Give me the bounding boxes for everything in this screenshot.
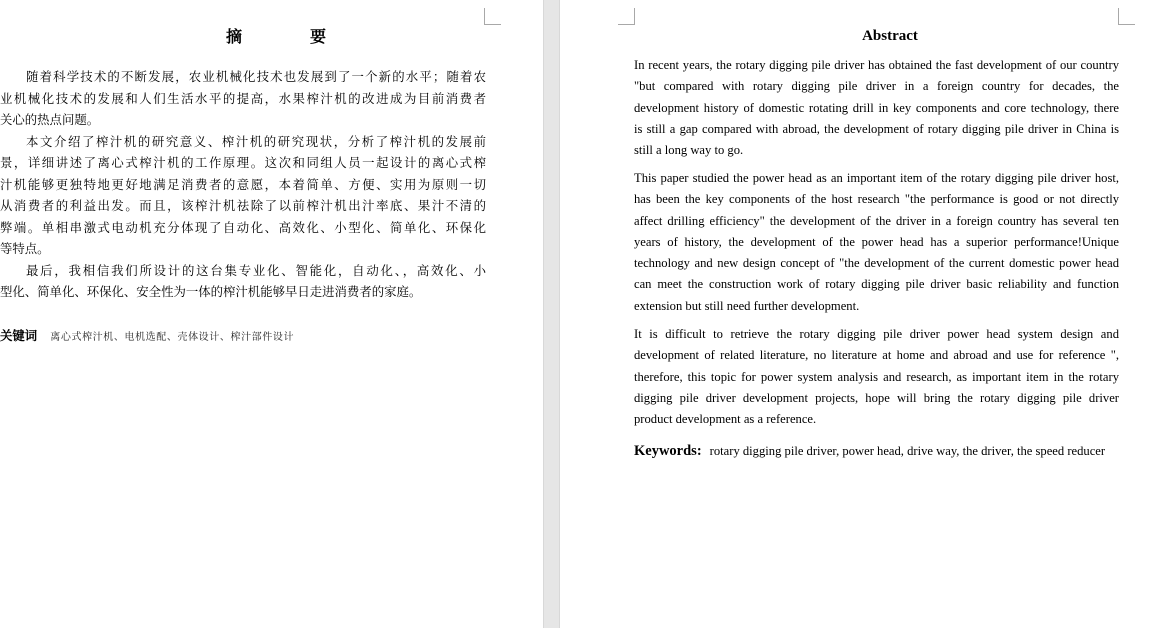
text-line: 业机械化技术的发展和人们生活水平的提高，水果榨汁机的改进成为目前消费者 <box>0 90 486 106</box>
text-line: This paper studied the power head as an important item of the rotary digging pile driver host, <box>634 171 1119 185</box>
english-keywords <box>634 442 1105 460</box>
text-line: development of related literature, no literature at home and abroad and use for reference ", <box>634 348 1119 363</box>
page-corner-mark <box>618 8 635 25</box>
text-line: 型化、简单化、环保化、安全性为一体的榨汁机能够早日走进消费者的家庭。 <box>0 284 422 299</box>
text-line: therefore, this topic for power system analysis and research, as important item in the rotary <box>634 369 1119 384</box>
english-paragraph-2[interactable] <box>634 168 1119 317</box>
text-line: development history of domestic rotating drill in key components and core technology, there <box>634 100 1119 115</box>
text-line: In recent years, the rotary digging pile driver has obtained the fast development of our country <box>634 58 1119 72</box>
text-line: 景，详细讲述了离心式榨汁机的工作原理。这次和同组人员一起设计的离心式榨 <box>0 155 486 170</box>
text-line: 随着科学技术的不断发展，农业机械化技术也发展到了一个新的水平；随着农 <box>26 69 486 84</box>
text-line: 本文介绍了榨汁机的研究意义、榨汁机的研究现状，分析了榨汁机的发展前 <box>26 133 486 149</box>
page-chinese-abstract <box>0 0 543 628</box>
text-line: 最后，我相信我们所设计的这台集专业化、智能化，自动化、，高效化、小 <box>26 262 486 278</box>
text-line: still a long way to go. <box>634 143 744 158</box>
text-line: years of history, the development of the power head has a superior performance!Unique <box>634 234 1119 249</box>
text-line: 等特点。 <box>0 241 50 256</box>
text-line: affect drilling efficiency" the development of the driver in a foreign country has several ten <box>634 213 1119 228</box>
text-line: It is difficult to retrieve the rotary digging pile driver power head system design and <box>634 327 1119 341</box>
text-line: has been the key components of the host research "the performance is good or not directly <box>634 192 1119 207</box>
text-line: digging pile driver development projects, hope will bring the rotary digging pile driver <box>634 390 1119 405</box>
text-line: 从消费者的利益出发。而且，该榨汁机祛除了以前榨汁机出汁率底、果汁不清的 <box>0 198 486 213</box>
english-abstract-title: Abstract <box>862 28 918 44</box>
page-corner-mark <box>484 8 501 25</box>
text-line: extension but still need further development. <box>634 298 860 313</box>
chinese-keywords-label: 关键词 <box>0 328 38 343</box>
page-english-abstract <box>560 0 1155 628</box>
english-keywords-label: Keywords: <box>634 443 702 459</box>
text-line: product development as a reference. <box>634 412 817 427</box>
text-line: technology and new design concept of "the development of the current domestic power head <box>634 256 1119 271</box>
text-line: can meet the construction work of rotary digging pile driver basic reliability and function <box>634 277 1119 292</box>
text-line: 汁机能够更独特地更好地满足消费者的意愿，本着简单、方便、实用为原则一切 <box>0 176 486 192</box>
english-keywords-text: rotary digging pile driver, power head, drive way, the driver, the speed reducer <box>709 444 1106 458</box>
english-paragraph-3[interactable] <box>634 324 1119 430</box>
text-line: 弊端。单相串激式电动机充分体现了自动化、高效化、小型化、简单化、环保化 <box>0 219 486 235</box>
page-corner-mark <box>1118 8 1135 25</box>
chinese-abstract-title: 摘 要 <box>226 27 353 46</box>
text-line: "but compared with rotary digging pile driver in a foreign country for decades, the <box>634 79 1119 94</box>
english-paragraph-1[interactable] <box>634 55 1119 161</box>
page-gutter <box>543 0 560 628</box>
chinese-abstract-body[interactable] <box>0 66 486 303</box>
text-line: 关心的热点问题。 <box>0 112 100 127</box>
chinese-keywords-text: 离心式榨汁机、电机选配、壳体设计、榨汁部件设计 <box>50 332 295 343</box>
text-line: is still a gap compared with abroad, the development of rotary digging pile driver in China is <box>634 121 1119 136</box>
chinese-keywords <box>0 325 294 344</box>
